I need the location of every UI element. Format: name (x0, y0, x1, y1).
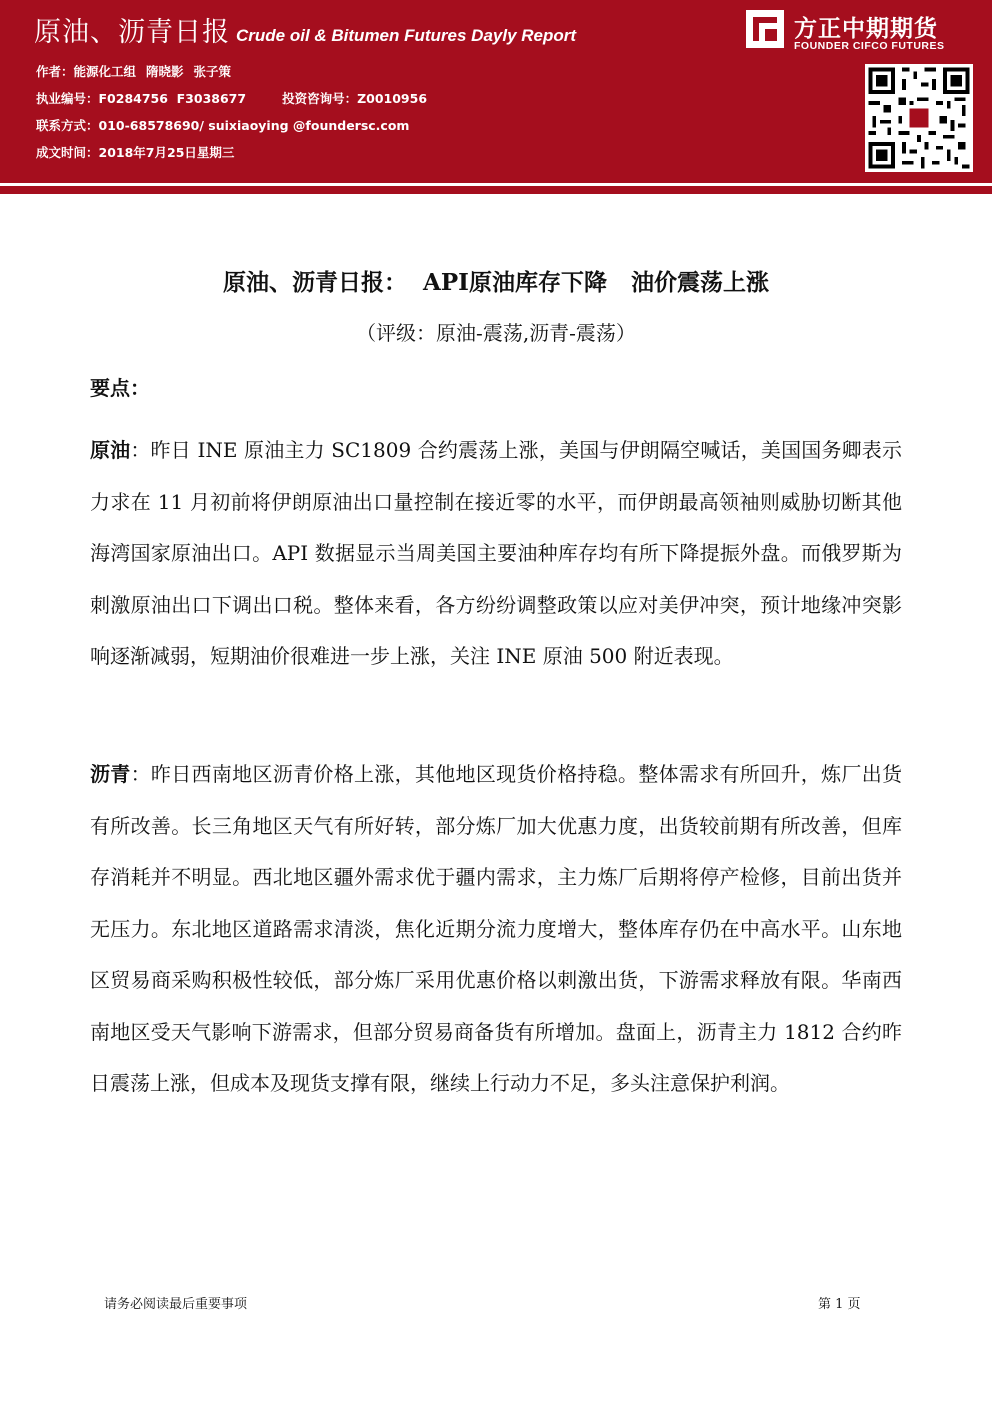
consult-id: Z0010956 (357, 91, 428, 106)
bitumen-paragraph (90, 749, 902, 1110)
crude-oil-text: ：昨日 INE 原油主力 SC1809 合约震荡上涨，美国与伊朗隔空喊话，美国国务卿表示力求在 11 月初前将伊朗原油出口量控制在接近零的水平，而伊朗最高领袖则威胁切断其他海湾国家原油出口。API 数据显示当周美国主要油种库存均有所下降提振外盘。而俄罗斯为刺激原油出口下调出口税。整体来看，各方纷纷调整政策以应对美伊冲突，预计地缘冲突影响逐渐减弱，短期油价很难进一步上涨，关注 INE 原油 500 附近表现。 (90, 438, 902, 668)
header-title (34, 10, 576, 49)
authors-label: 作者： (36, 64, 74, 79)
authors-line (36, 58, 427, 85)
logo-text-en: FOUNDER CIFCO FUTURES (794, 40, 945, 52)
license-ids: F0284756 F3038677 (98, 91, 247, 106)
key-points-heading: 要点： (90, 376, 150, 400)
license-label: 执业编号： (36, 91, 99, 106)
author-group: 能源化工组 (73, 64, 137, 79)
qr-code-icon (865, 64, 973, 172)
report-rating: （评级：原油-震荡,沥青-震荡） (356, 321, 636, 345)
author-name: 张子策 (193, 64, 232, 79)
header-title-cn: 原油、沥青日报 (34, 17, 230, 48)
date-label: 成文时间： (36, 145, 99, 160)
page-number: 第 1 页 (818, 1297, 861, 1312)
date-value: 2018年7月25日星期三 (98, 145, 235, 160)
header-title-en: Crude oil & Bitumen Futures Dayly Report (236, 26, 577, 45)
footer-notice: 请务必阅读最后重要事项 (104, 1297, 248, 1312)
crude-oil-paragraph (90, 425, 902, 683)
crude-oil-label: 原油 (90, 438, 131, 462)
contact-line (36, 112, 427, 139)
date-line (36, 139, 427, 166)
bitumen-text: ：昨日西南地区沥青价格上涨，其他地区现货价格持稳。整体需求有所回升，炼厂出货有所改善。长三角地区天气有所好转，部分炼厂加大优惠力度，出货较前期有所改善，但库存消耗并不明显。西北地区疆外需求优于疆内需求，主力炼厂后期将停产检修，目前出货并无压力。东北地区道路需求清淡，焦化近期分流力度增大，整体库存仍在中高水平。山东地区贸易商采购积极性较低，部分炼厂采用优惠价格以刺激出货，下游需求释放有限。华南西南地区受天气影响下游需求，但部分贸易商备货有所增加。盘面上，沥青主力 1812 合约昨日震荡上涨，但成本及现货支撑有限，继续上行动力不足，多头注意保护利润。 (90, 762, 903, 1095)
report-header (0, 0, 992, 183)
contact-value: 010-68578690/ suixiaoying @foundersc.com (98, 118, 410, 133)
company-logo (746, 10, 976, 58)
license-line (36, 85, 427, 112)
bitumen-label: 沥青 (90, 762, 131, 786)
header-meta (36, 58, 427, 166)
logo-text-cn: 方正中期期货 (794, 16, 938, 42)
founder-logo-icon (746, 10, 784, 48)
consult-label: 投资咨询号： (282, 91, 358, 106)
author-name: 隋晓影 (146, 64, 184, 79)
report-title: 原油、沥青日报： API原油库存下降 油价震荡上涨 (223, 269, 769, 296)
header-divider-bar (0, 186, 992, 194)
contact-label: 联系方式： (36, 118, 99, 133)
